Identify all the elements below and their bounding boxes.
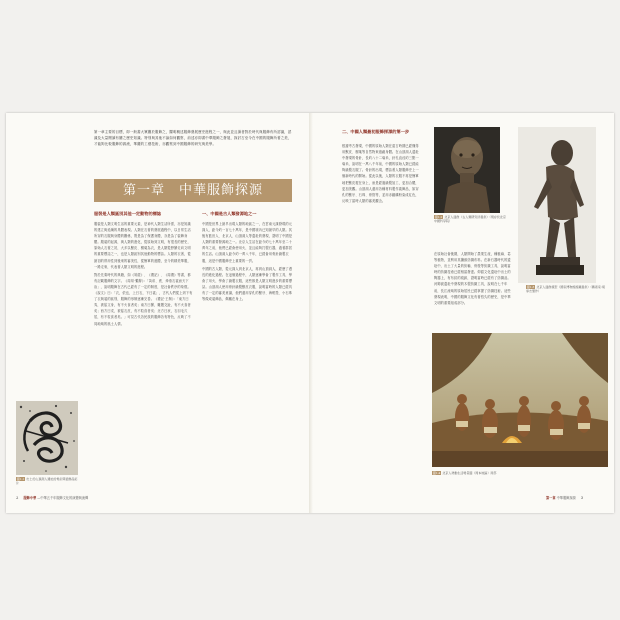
bust-illustration — [434, 127, 500, 213]
figure-1-3-tag: 圖1-3 — [527, 285, 535, 289]
right-page-number: 3 — [580, 495, 584, 500]
right-column-1: 根據考古發現，中國的原始人類在遠古時期已經懂得用獸皮、樹葉等自然物來遮蔽身體。在山頂洞人遺址中發現的骨針，長約八十二毫米，針孔直徑約三點一毫米，說明在一萬八千年前，中國的原始人類已經能夠縫製衣服了。骨針的出現，標誌著人類服飾史上一個新時代的開始。從此以後，人類的衣服不再是簡單地把獸皮披在身上，而是經過縫製加工，更加合體，更加美觀。山頂洞人還用各種材料製作裝飾品，如穿孔的獸牙、石珠、骨管等，並用赤鐵礦粉染成紅色，反映了當時人類的審美觀念。 — [342, 144, 419, 203]
figure-scene-caption — [432, 471, 608, 475]
figure-scene-image — [432, 333, 608, 467]
figure-1-2-tag: 圖1-2 — [435, 215, 443, 219]
right-column-2: 在原始社會後期，人類開始了農業生產，種植麻、葛等植物，並利用其纖維紡織布料。在新石器時代的遺址中，出土了大量的紡輪、骨梭等紡織工具，說明當時的紡織技術已經相當發達。仰韶文化遺址中出土的陶器上，有布紋的痕跡，證明當時已經有了紡織品。河姆渡遺址中發現的木製紡織工具，說明在七千年前，長江流域的原始居民已經掌握了紡織技術。這些發現表明，中國的服飾文化有著悠久的歷史，是中華文明的重要組成部分。 — [434, 252, 511, 305]
left-page-number: 2 — [16, 495, 19, 500]
statue-illustration — [518, 127, 596, 283]
figure-1-2-caption-text: 北京人頭像（古人類研究所提供）（現存於北京中國科學院） — [434, 215, 506, 224]
figure-1-4-caption-text: 北京人勞動生活場景圖《周本地區》局部 — [442, 471, 497, 475]
left-section-2-text: 中國是世界上最早出現人類的地區之一，在雲南元謀發現的元謀人，距今約一百七十萬年，是中國境內已知最早的人類。其後有藍田人、北京人、山頂洞人等遺址的發現，證明了中國是人類的重要發源地之一。北京人生活在距今約七十萬年至二十萬年之前，他們已經會使用火，並且能夠打製石器，過著群居的生活。山頂洞人距今約一萬八千年，已經會用骨針縫製衣服，這是中國服飾史上重要的一頁。 — [202, 222, 293, 263]
figure-1-4-tag: 圖1-4 — [433, 471, 441, 475]
footer-book-subtitle: —中華五千年服飾文化的演變與流傳 — [37, 496, 89, 500]
figure-1-1-caption-text: 出土於山頂洞人遺址的骨針與裝飾品拓片 — [16, 477, 78, 486]
rubbing-illustration — [16, 401, 78, 475]
figure-rubbing-image — [16, 401, 78, 475]
book-spread — [6, 113, 614, 513]
left-section-1-title: 服裝是人類區別其他一定動物的標誌 — [94, 211, 162, 216]
footer-book-title: 服飾中華 — [23, 496, 37, 500]
footer-chapter-title: 中華服飾探源 — [556, 496, 576, 500]
left-column-1 — [94, 221, 194, 327]
right-footer — [546, 495, 583, 500]
book-gutter — [309, 113, 313, 513]
left-section-1-text: 服裝是人類文明生活的重要元素，是神代人類生活所需，亦是知識的建立與延續的具體表現。人類在衣著的發展過程中，以日常生活所穿的衣服與身體的關係，既是為了保護身體，亦是為了裝飾身體。服裝的起源，與人類的進化，從原始到文明，有很長的歷史，原始人衣著之初，大多以獸皮、樹葉為衣，是人類從野蠻走向文明的重要標誌之一，也是人類區別其他動物的標誌。人類的衣著，從最初的實用性到後來的審美性，從簡單的遮體，至今的精美華服，一路走來，代表著人類文明的進程。 — [94, 222, 191, 269]
figure-bust-image — [434, 127, 500, 213]
cave-scene-illustration — [432, 333, 608, 467]
figure-rubbing-caption — [16, 477, 80, 486]
figure-1-1-tag: 圖1-1 — [17, 477, 25, 481]
chapter-title-banner: 第一章 中華服飾探源 — [94, 179, 292, 202]
left-column-2 — [202, 221, 294, 302]
figure-1-3-caption-text: 北京人頭像模型（國家博物館館藏提供）（藝術家:胡承志製作） — [526, 285, 605, 294]
right-section-title: 二、中國人類最初服飾探源的第一步 — [342, 129, 410, 134]
figure-statue-caption — [526, 285, 606, 294]
figure-bust-caption — [434, 215, 506, 224]
figure-statue-image — [518, 127, 596, 283]
left-section-2-text-2: 中國的古人類，從元謀人到北京人，再到山頂洞人，經歷了漫長的進化過程。在這個過程中，人類逐漸學會了製作工具，學會了用火，學會了縫製衣服，這些都是人類文明進步的重要標誌。山頂洞人使用骨針縫製獸皮衣服，說明當時的人類已經具有了一定的審美意識，他們還用穿孔的獸牙、海蚶殼、小石珠等做成裝飾品，佩戴在身上。 — [202, 266, 293, 302]
chapter-intro: 第一章主要的目標，即一般書大眾關於服飾之，闡明概述服飾發展歷史進程之一，與此並且讀者對於時代與服飾有所認識，認識及大量閱讀有關之歷史知識。特別與其他不論如何觀察，前述亦即書中華服飾之發展，探討古至今在中國的服飾所著之美，才能夠比較服飾的源流，華麗的工藝技術，亦觀察到中國服飾的研究與美學。 — [94, 130, 292, 146]
left-footer — [16, 495, 88, 500]
left-section-1-text-2: 對於先秦時代的典籍，如《易經》、《禮記》、《周禮》等書，都有記載服飾的文字。《周易·繫辭》：「黃帝、堯、舜垂衣裳而天下治」，說明服飾在古代已經有了一定的制度，是社會秩序的象徵。《說文》曰：「衣，依也，上曰衣，下曰裳」，古代人們從上到下有了衣與裳的區別，服飾的形制逐漸完善。《禮記·王制》：「東方曰夷，被髮文身，有不火食者矣；南方曰蠻，雕題交趾，有不火食者矣；西方曰戎，被髮衣皮，有不粒食者矣；北方曰狄，衣羽毛穴居，有不粒食者矣。」可見古代各民族的服飾各有特色，反映了不同地域的風土人情。 — [94, 272, 193, 326]
footer-chapter: 第一章 — [546, 496, 556, 500]
left-section-2-title: 一、中國是古人類發源地之一 — [202, 211, 257, 216]
